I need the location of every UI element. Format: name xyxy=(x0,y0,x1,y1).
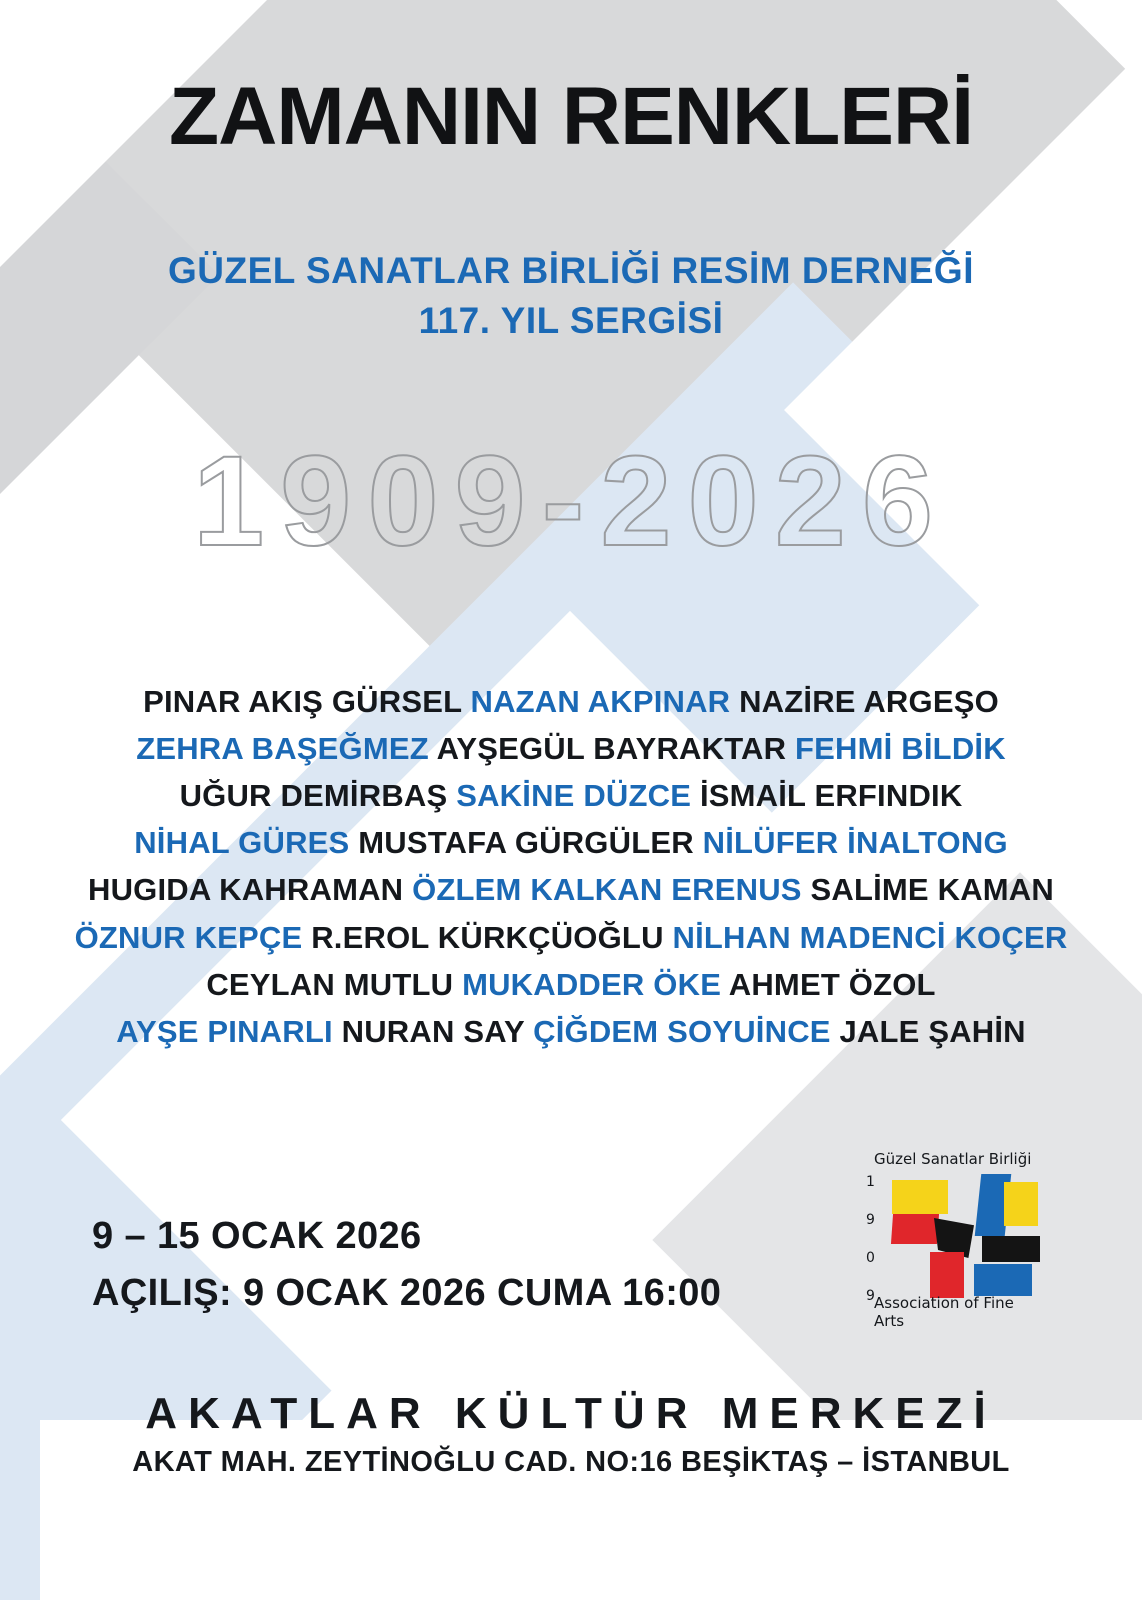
subtitle-line-2: 117. YIL SERGİSİ xyxy=(418,300,724,342)
artist-name: NAZAN AKPINAR xyxy=(470,684,740,719)
venue-name: AKATLAR KÜLTÜR MERKEZİ xyxy=(145,1389,997,1438)
artist-name: SAKİNE DÜZCE xyxy=(456,778,700,814)
artist-row xyxy=(60,725,1082,772)
logo-digit: 1 xyxy=(866,1174,875,1190)
logo-digit: 0 xyxy=(866,1250,875,1266)
artist-name: ÖZNUR KEPÇE xyxy=(74,919,312,955)
artist-name: ÖZLEM KALKAN ERENUS xyxy=(412,872,811,908)
artist-name: İSMAİL ERFINDIK xyxy=(699,778,963,814)
artist-name: HUGIDA KAHRAMAN xyxy=(88,872,413,908)
venue-address: AKAT MAH. ZEYTİNOĞLU CAD. NO:16 BEŞİKTAŞ – İSTANBUL xyxy=(132,1446,1010,1479)
logo-bottom-text: Association of Fine Arts xyxy=(874,1294,1014,1330)
artist-row xyxy=(60,772,1082,819)
poster-title: ZAMANIN RENKLERİ xyxy=(169,71,973,162)
artist-row xyxy=(60,1008,1082,1055)
dates-line-1: 9 – 15 OCAK 2026 xyxy=(92,1215,422,1257)
artist-name: FEHMİ BİLDİK xyxy=(795,731,1006,767)
logo-top-text: Güzel Sanatlar Birliği xyxy=(874,1150,1032,1168)
artist-row xyxy=(60,961,1082,1008)
artist-name: UĞUR DEMİRBAŞ xyxy=(179,778,457,814)
logo-year-digits xyxy=(866,1174,880,1304)
artist-name: NURAN SAY xyxy=(341,1013,534,1049)
artist-name: PINAR AKIŞ GÜRSEL xyxy=(143,684,471,719)
exhibition-dates xyxy=(92,1208,721,1322)
artist-name: AYŞEGÜL BAYRAKTAR xyxy=(436,731,796,767)
artist-name: R.EROL KÜRKÇÜOĞLU xyxy=(311,919,673,955)
artist-name: MUKADDER ÖKE xyxy=(462,966,729,1002)
artist-name: ÇİĞDEM SOYUİNCE xyxy=(533,1013,840,1049)
artist-name: ZEHRA BAŞEĞMEZ xyxy=(136,731,437,767)
artist-name: JALE ŞAHİN xyxy=(839,1013,1026,1049)
logo-artwork-icon xyxy=(886,1174,1044,1302)
gsb-logo xyxy=(866,1150,1044,1330)
artist-list xyxy=(60,678,1082,1055)
artist-name: NİLHAN MADENCİ KOÇER xyxy=(672,919,1068,955)
dates-line-2: AÇILIŞ: 9 OCAK 2026 CUMA 16:00 xyxy=(92,1272,722,1314)
logo-digit: 9 xyxy=(866,1288,875,1304)
artist-name: AHMET ÖZOL xyxy=(728,966,936,1002)
artist-row xyxy=(60,819,1082,866)
poster-subtitle xyxy=(0,248,1142,345)
artist-name: AYŞE PINARLI xyxy=(116,1013,342,1049)
artist-row xyxy=(60,678,1082,725)
artist-row xyxy=(60,866,1082,913)
artist-name: MUSTAFA GÜRGÜLER xyxy=(358,825,703,861)
artist-row xyxy=(60,914,1082,961)
artist-name: NİHAL GÜRES xyxy=(134,825,359,861)
logo-digit: 9 xyxy=(866,1212,875,1228)
venue-block xyxy=(0,1390,1142,1479)
years-range: 1909-2026 xyxy=(192,430,950,573)
artist-name: NAZİRE ARGEŞO xyxy=(739,684,999,719)
artist-name: SALİME KAMAN xyxy=(810,872,1054,908)
subtitle-line-1: GÜZEL SANATLAR BİRLİĞİ RESİM DERNEĞİ xyxy=(168,250,974,291)
artist-name: CEYLAN MUTLU xyxy=(206,966,463,1002)
artist-name: NİLÜFER İNALTONG xyxy=(702,825,1008,861)
